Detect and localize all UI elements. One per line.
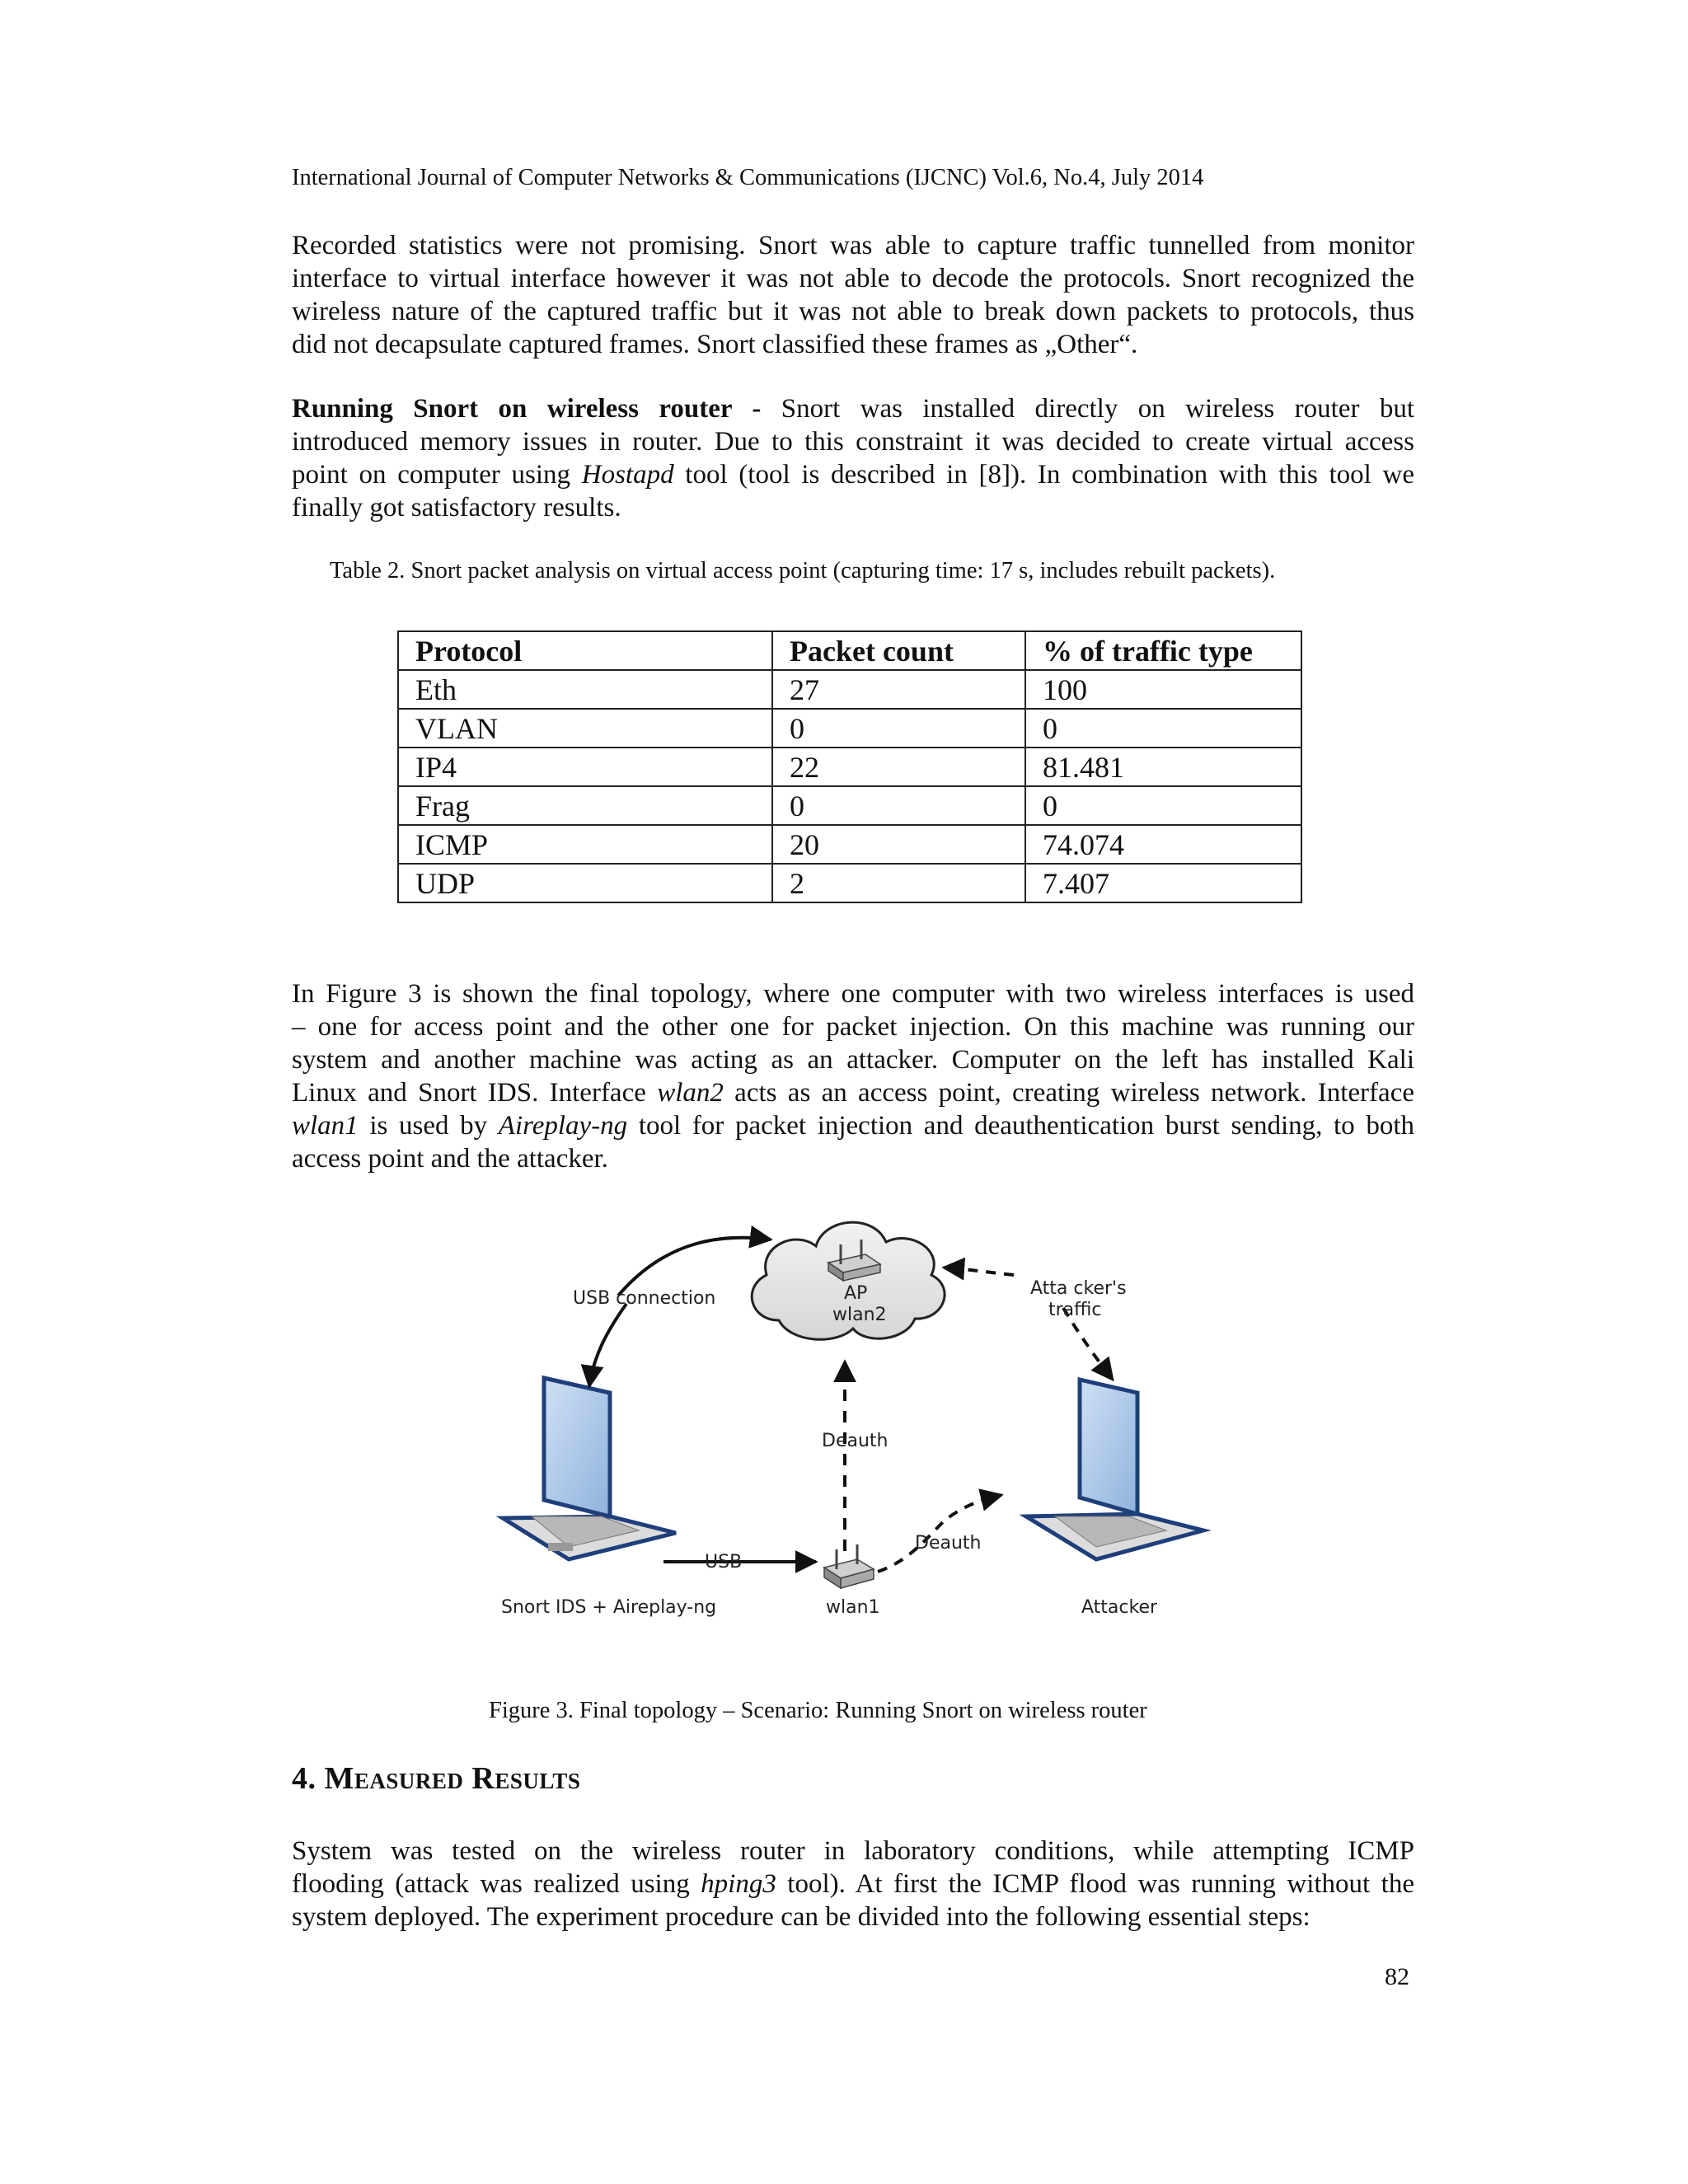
text-line: Running Snort on wireless router - Snort was installed directly on wireless router but — [292, 394, 1414, 424]
wlan1-label: wlan1 — [826, 1597, 880, 1618]
topology-figure — [486, 1197, 1245, 1642]
text-line: In Figure 3 is shown the final topology, where one computer with two wireless interfaces is used — [292, 979, 1414, 1009]
table-cell: UDP — [398, 864, 772, 902]
wlan1-italic: wlan1 — [292, 1111, 359, 1141]
usb-label: USB — [705, 1552, 743, 1572]
wlan1-router-icon — [824, 1544, 874, 1588]
table-cell: VLAN — [398, 709, 772, 748]
table-row — [398, 748, 1301, 786]
table-cell: 22 — [772, 748, 1025, 786]
table-cell: 2 — [772, 864, 1025, 902]
page-number: 82 — [1385, 1963, 1409, 1990]
table-cell: ICMP — [398, 825, 772, 864]
table-cell: 0 — [1025, 709, 1301, 748]
text-line: – one for access point and the other one for packet injection. On this machine was running our — [292, 1012, 1414, 1042]
usb-connection-arrow-left — [589, 1304, 626, 1386]
usb-connection-label: USB connection — [573, 1288, 716, 1309]
text-line: point on computer using Hostapd tool (tool is described in [8]). In combination with this tool we — [292, 460, 1414, 490]
table-cell: 74.074 — [1025, 825, 1301, 864]
table-cell: 0 — [1025, 786, 1301, 825]
wlan2-label: wlan2 — [832, 1305, 887, 1325]
paragraph-final-topology — [292, 977, 1414, 1175]
table-cell: 100 — [1025, 670, 1301, 709]
table-cell: 81.481 — [1025, 748, 1301, 786]
hostapd-italic: Hostapd — [581, 460, 674, 490]
column-header: Packet count — [772, 631, 1025, 670]
text-line: finally got satisfactory results. — [292, 493, 621, 523]
text-line: did not decapsulate captured frames. Snort classified these frames as „Other“. — [292, 330, 1138, 359]
attacker-label: Attacker — [1081, 1597, 1158, 1618]
snort-laptop-icon — [503, 1378, 676, 1559]
text-line: wireless nature of the captured traffic but it was not able to break down packets to protocols, thus — [292, 297, 1414, 326]
text-line: system deployed. The experiment procedure can be divided into the following essential steps: — [292, 1902, 1311, 1932]
snort-analysis-table — [397, 630, 1302, 903]
paragraph-measured-results — [292, 1835, 1414, 1933]
journal-header: International Journal of Computer Networks & Communications (IJCNC) Vol.6, No.4, July 2014 — [292, 165, 1204, 190]
text-line: flooding (attack was realized using hping3 tool). At first the ICMP flood was running without the — [292, 1869, 1414, 1899]
aireplay-italic: Aireplay-ng — [498, 1111, 628, 1141]
column-header: Protocol — [398, 631, 772, 670]
table-row — [398, 709, 1301, 748]
ap-label: AP — [844, 1283, 868, 1304]
paragraph-recorded-statistics — [292, 229, 1414, 361]
section-heading: 4. Measured Results — [292, 1761, 581, 1796]
attackers-traffic-label-1: Atta cker's — [1030, 1278, 1127, 1299]
attackers-traffic-label-2: traffic — [1048, 1300, 1102, 1320]
deauth-vertical-label: Deauth — [822, 1431, 889, 1451]
table-row — [398, 670, 1301, 709]
text-line: introduced memory issues in router. Due to this constraint it was decided to create virtual access — [292, 427, 1414, 457]
text-line: System was tested on the wireless router in laboratory conditions, while attempting ICMP — [292, 1836, 1414, 1866]
text-line: wlan1 is used by Aireplay-ng tool for packet injection and deauthentication burst sending, to both — [292, 1111, 1414, 1141]
figure-caption: Figure 3. Final topology – Scenario: Running Snort on wireless router — [489, 1698, 1147, 1723]
text-line: interface to virtual interface however it was not able to decode the protocols. Snort recognized the — [292, 264, 1414, 293]
text-line: system and another machine was acting as an attacker. Computer on the left has installed Kali — [292, 1045, 1414, 1075]
snort-ids-label: Snort IDS + Aireplay-ng — [501, 1597, 717, 1618]
table-cell: IP4 — [398, 748, 772, 786]
table-cell: Frag — [398, 786, 772, 825]
table-cell: Eth — [398, 670, 772, 709]
wlan2-italic: wlan2 — [657, 1078, 724, 1108]
table-row — [398, 786, 1301, 825]
table-header-row — [398, 631, 1301, 670]
table-cell: 27 — [772, 670, 1025, 709]
hping3-italic: hping3 — [701, 1869, 776, 1899]
usb-connection-arrow-top — [618, 1238, 771, 1296]
column-header: % of traffic type — [1025, 631, 1301, 670]
text-line: access point and the attacker. — [292, 1144, 608, 1174]
table-row — [398, 825, 1301, 864]
text-line: Linux and Snort IDS. Interface wlan2 acts as an access point, creating wireless network. Interface — [292, 1078, 1414, 1108]
bold-lead: Running Snort on wireless router - — [292, 394, 762, 424]
attackers-traffic-arrow-up — [944, 1268, 1014, 1275]
table-cell: 0 — [772, 786, 1025, 825]
table-cell: 0 — [772, 709, 1025, 748]
table-cell: 20 — [772, 825, 1025, 864]
text-line: Recorded statistics were not promising. Snort was able to capture traffic tunnelled from monitor — [292, 231, 1414, 260]
table-cell: 7.407 — [1025, 864, 1301, 902]
paragraph-running-snort — [292, 392, 1414, 524]
table-caption: Table 2. Snort packet analysis on virtual access point (capturing time: 17 s, includes rebuilt packets). — [330, 558, 1276, 583]
deauth-diagonal-label: Deauth — [915, 1533, 982, 1554]
table-row — [398, 864, 1301, 902]
